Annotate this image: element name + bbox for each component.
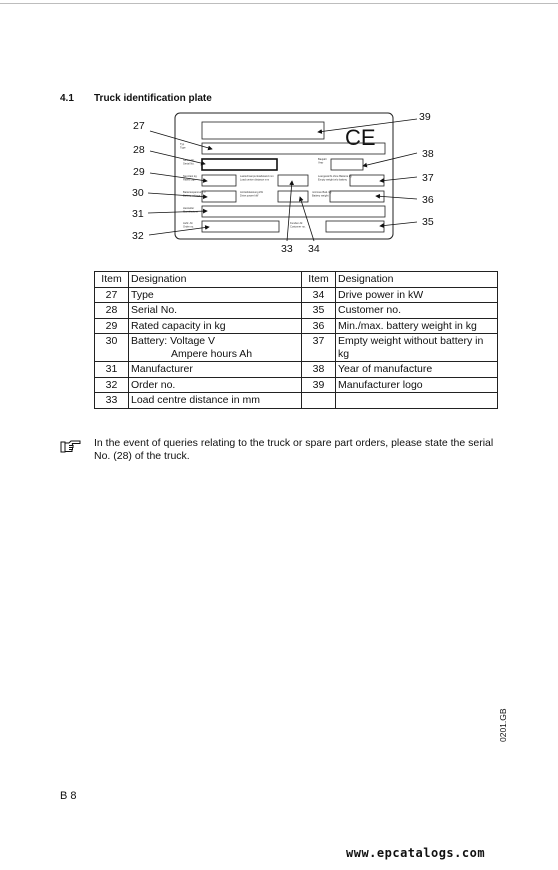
empty-weight-field xyxy=(350,175,384,186)
svg-text:Auftr.-Nr.: Auftr.-Nr. xyxy=(183,222,194,225)
item-cell: 33 xyxy=(95,393,129,409)
callout-38: 38 xyxy=(422,148,434,160)
designation-cell: Serial No. xyxy=(129,303,302,319)
svg-text:Empty weight w/o battery: Empty weight w/o battery xyxy=(318,178,347,182)
logo-field xyxy=(202,122,324,139)
callout-34: 34 xyxy=(308,243,320,255)
ce-mark: CE xyxy=(345,125,376,150)
page-number: B 8 xyxy=(60,790,77,802)
svg-text:Antriebsleistung kW: Antriebsleistung kW xyxy=(240,191,263,194)
item-cell: 32 xyxy=(95,377,129,393)
svg-text:Serial No.: Serial No. xyxy=(183,162,195,166)
order-field xyxy=(202,221,279,232)
item-cell: 37 xyxy=(302,334,336,362)
header-designation-right: Designation xyxy=(336,272,498,288)
item-cell: 31 xyxy=(95,362,129,378)
note-text: In the event of queries relating to the truck or spare part orders, please state the serial No. (28) of the truck. xyxy=(94,437,494,462)
svg-text:Drive power kW: Drive power kW xyxy=(240,194,259,198)
item-cell: 30 xyxy=(95,334,129,362)
manufacturer-field xyxy=(202,206,385,217)
svg-text:Nennlast kg: Nennlast kg xyxy=(183,175,197,178)
callout-29: 29 xyxy=(133,166,145,178)
callout-32: 32 xyxy=(132,230,144,242)
table-row xyxy=(95,377,498,393)
svg-text:min/max Batt. kg: min/max Batt. kg xyxy=(312,191,332,194)
svg-text:Battery weight: Battery weight xyxy=(312,194,329,198)
designation-cell: Manufacturer xyxy=(129,362,302,378)
item-cell: 35 xyxy=(302,303,336,319)
item-cell: 28 xyxy=(95,303,129,319)
designation-cell: Order no. xyxy=(129,377,302,393)
designation-cell: Empty weight without battery in kg xyxy=(336,334,498,362)
svg-text:Customer no.: Customer no. xyxy=(290,225,306,229)
pointing-hand-icon xyxy=(60,438,82,454)
capacity-field xyxy=(202,175,236,186)
table-row xyxy=(95,303,498,319)
designation-table xyxy=(94,271,498,409)
load-centre-field xyxy=(278,175,308,186)
header-item-right: Item xyxy=(302,272,336,288)
designation-cell xyxy=(129,334,302,362)
table-row xyxy=(95,287,498,303)
designation-cell: Min./max. battery weight in kg xyxy=(336,318,498,334)
svg-text:Lastschwerpunktabstand mm: Lastschwerpunktabstand mm xyxy=(240,175,274,178)
drive-power-field xyxy=(278,191,308,202)
callout-30: 30 xyxy=(132,187,144,199)
svg-text:Batteriespannung V: Batteriespannung V xyxy=(183,191,206,194)
item-cell: 39 xyxy=(302,377,336,393)
svg-text:Leergewicht ohne Batterie kg: Leergewicht ohne Batterie kg xyxy=(318,175,352,178)
section-title: Truck identification plate xyxy=(94,93,212,104)
svg-text:Year: Year xyxy=(318,161,324,165)
item-cell: 36 xyxy=(302,318,336,334)
callout-27: 27 xyxy=(133,120,145,132)
svg-text:Battery voltage: Battery voltage xyxy=(183,194,201,198)
designation-cell: Year of manufacture xyxy=(336,362,498,378)
watermark-url: www.epcatalogs.com xyxy=(346,846,486,860)
table-header-row xyxy=(95,272,498,288)
svg-text:Serien-Nr.: Serien-Nr. xyxy=(183,159,195,162)
item-cell: 34 xyxy=(302,287,336,303)
designation-cell: Load centre distance in mm xyxy=(129,393,302,409)
svg-text:Rated cap.: Rated cap. xyxy=(183,178,196,182)
svg-text:Type: Type xyxy=(180,146,186,150)
callout-36: 36 xyxy=(422,194,434,206)
item-cell: 38 xyxy=(302,362,336,378)
customer-field xyxy=(326,221,384,232)
designation-cell: Customer no. xyxy=(336,303,498,319)
svg-text:Load centre distance mm: Load centre distance mm xyxy=(240,178,270,182)
serial-field xyxy=(202,159,277,170)
svg-text:Kunden-Nr.: Kunden-Nr. xyxy=(290,222,304,225)
designation-line-2: Ampere hours Ah xyxy=(171,347,253,360)
designation-cell xyxy=(336,393,498,409)
table-row xyxy=(95,393,498,409)
callout-37: 37 xyxy=(422,172,434,184)
header-designation-left: Designation xyxy=(129,272,302,288)
callout-28: 28 xyxy=(133,144,145,156)
designation-cell: Type xyxy=(129,287,302,303)
year-field xyxy=(331,159,363,170)
document-code: 0201.GB xyxy=(498,708,508,742)
callout-35: 35 xyxy=(422,216,434,228)
header-item-left: Item xyxy=(95,272,129,288)
battery-field xyxy=(202,191,236,202)
callout-39: 39 xyxy=(419,111,431,123)
table-row xyxy=(95,318,498,334)
item-cell: 27 xyxy=(95,287,129,303)
section-number: 4.1 xyxy=(60,93,74,104)
identification-plate-diagram xyxy=(0,0,558,270)
svg-text:Hersteller: Hersteller xyxy=(183,207,195,210)
svg-text:Manufacturer: Manufacturer xyxy=(183,210,199,214)
designation-cell: Rated capacity in kg xyxy=(129,318,302,334)
battery-weight-field xyxy=(330,191,384,202)
callout-33: 33 xyxy=(281,243,293,255)
svg-text:Typ: Typ xyxy=(180,143,185,146)
callout-31: 31 xyxy=(132,208,144,220)
svg-text:Baujahr: Baujahr xyxy=(318,158,327,161)
designation-line: Battery: Voltage V xyxy=(131,335,216,347)
item-cell: 29 xyxy=(95,318,129,334)
table-row xyxy=(95,334,498,362)
designation-cell: Manufacturer logo xyxy=(336,377,498,393)
table-row xyxy=(95,362,498,378)
designation-cell: Drive power in kW xyxy=(336,287,498,303)
item-cell xyxy=(302,393,336,409)
svg-text:Order no.: Order no. xyxy=(183,225,194,229)
